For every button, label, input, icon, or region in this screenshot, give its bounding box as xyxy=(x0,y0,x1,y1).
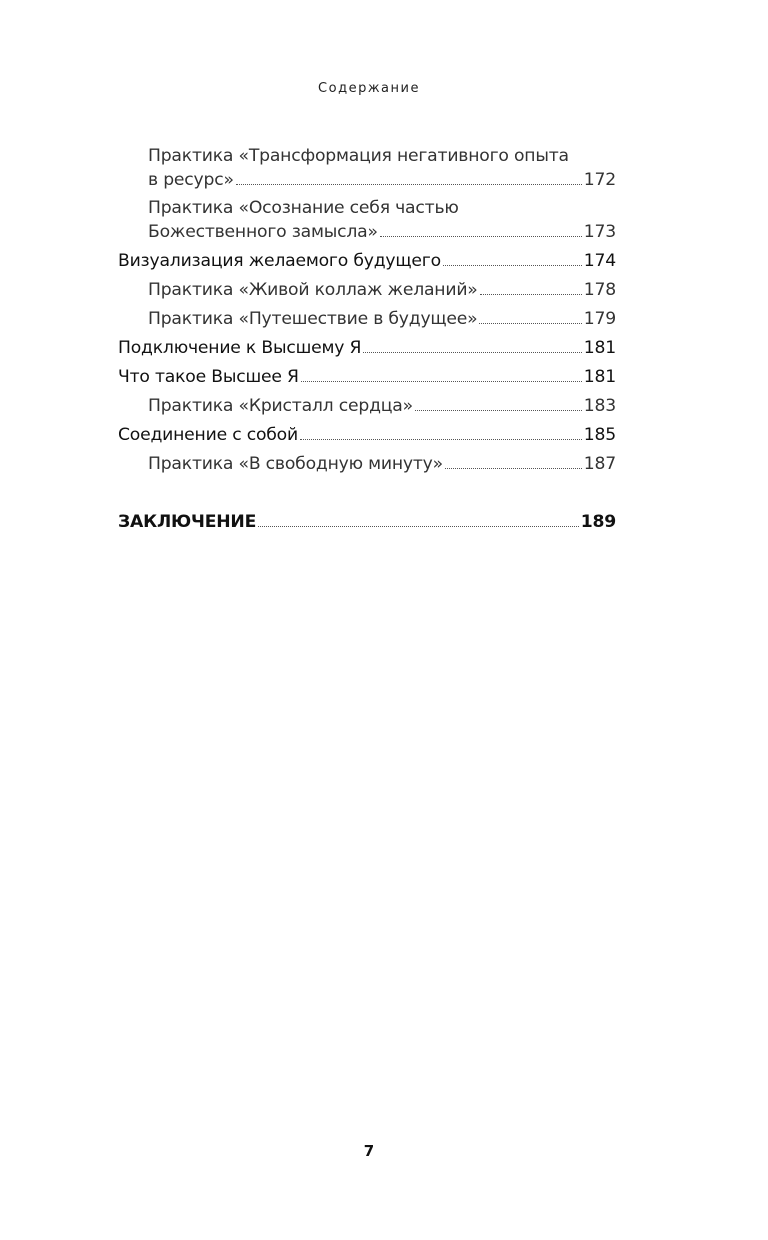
toc-entry-title: Визуализация желаемого будущего xyxy=(118,251,441,271)
toc-entry-page: 185 xyxy=(583,425,616,445)
dot-leader xyxy=(443,264,582,266)
toc-entry-collage-practice[interactable] xyxy=(118,278,616,302)
toc-entry-title: Практика «В свободную минуту» xyxy=(148,454,443,474)
dot-leader xyxy=(236,183,582,185)
toc-entry-page: 174 xyxy=(583,251,616,271)
toc-entry-title: ЗАКЛЮЧЕНИЕ xyxy=(118,512,257,532)
dot-leader xyxy=(258,525,579,527)
toc-entry-conclusion[interactable] xyxy=(118,510,616,534)
dot-leader xyxy=(301,380,582,382)
toc-entry-title-line1: Практика «Трансформация негативного опыта xyxy=(148,146,569,166)
toc-entry-transformation-practice[interactable] xyxy=(118,144,616,192)
page-number: 7 xyxy=(363,1142,375,1160)
running-head: Содержание xyxy=(318,81,420,96)
toc-entry-title: Практика «Живой коллаж желаний» xyxy=(148,280,478,300)
toc-entry-title-line1: Практика «Осознание себя частью xyxy=(148,198,459,218)
toc-entry-title: Что такое Высшее Я xyxy=(118,367,299,387)
toc-entry-title: Соединение с собой xyxy=(118,425,298,445)
dot-leader xyxy=(300,438,582,440)
toc-entry-page: 179 xyxy=(583,309,616,329)
toc-entry-page: 172 xyxy=(583,170,616,190)
toc-entry-crystal-practice[interactable] xyxy=(118,394,616,418)
toc-entry-page: 187 xyxy=(583,454,616,474)
toc-entry-free-minute-practice[interactable] xyxy=(118,452,616,476)
toc-entry-divine-plan-practice[interactable] xyxy=(118,196,616,244)
toc-entry-journey-practice[interactable] xyxy=(118,307,616,331)
table-of-contents xyxy=(118,144,616,534)
toc-entry-page: 181 xyxy=(583,367,616,387)
dot-leader xyxy=(480,293,582,295)
toc-entry-page: 181 xyxy=(583,338,616,358)
dot-leader xyxy=(363,351,582,353)
toc-entry-visualization[interactable] xyxy=(118,249,616,273)
toc-entry-title: Подключение к Высшему Я xyxy=(118,338,362,358)
toc-entry-title: Практика «Кристалл сердца» xyxy=(148,396,413,416)
toc-entry-page: 173 xyxy=(583,222,616,242)
toc-entry-self-connection[interactable] xyxy=(118,423,616,447)
toc-entry-what-is-higher-self[interactable] xyxy=(118,365,616,389)
toc-entry-title: Божественного замысла» xyxy=(148,222,378,242)
toc-entry-page: 178 xyxy=(583,280,616,300)
dot-leader xyxy=(445,467,582,469)
dot-leader xyxy=(415,409,582,411)
dot-leader xyxy=(479,322,581,324)
toc-entry-page: 183 xyxy=(583,396,616,416)
toc-entry-title: Практика «Путешествие в будущее» xyxy=(148,309,478,329)
dot-leader xyxy=(380,235,582,237)
toc-entry-page: 189 xyxy=(580,512,616,532)
toc-entry-higher-self-connection[interactable] xyxy=(118,336,616,360)
toc-entry-title: в ресурс» xyxy=(148,170,234,190)
